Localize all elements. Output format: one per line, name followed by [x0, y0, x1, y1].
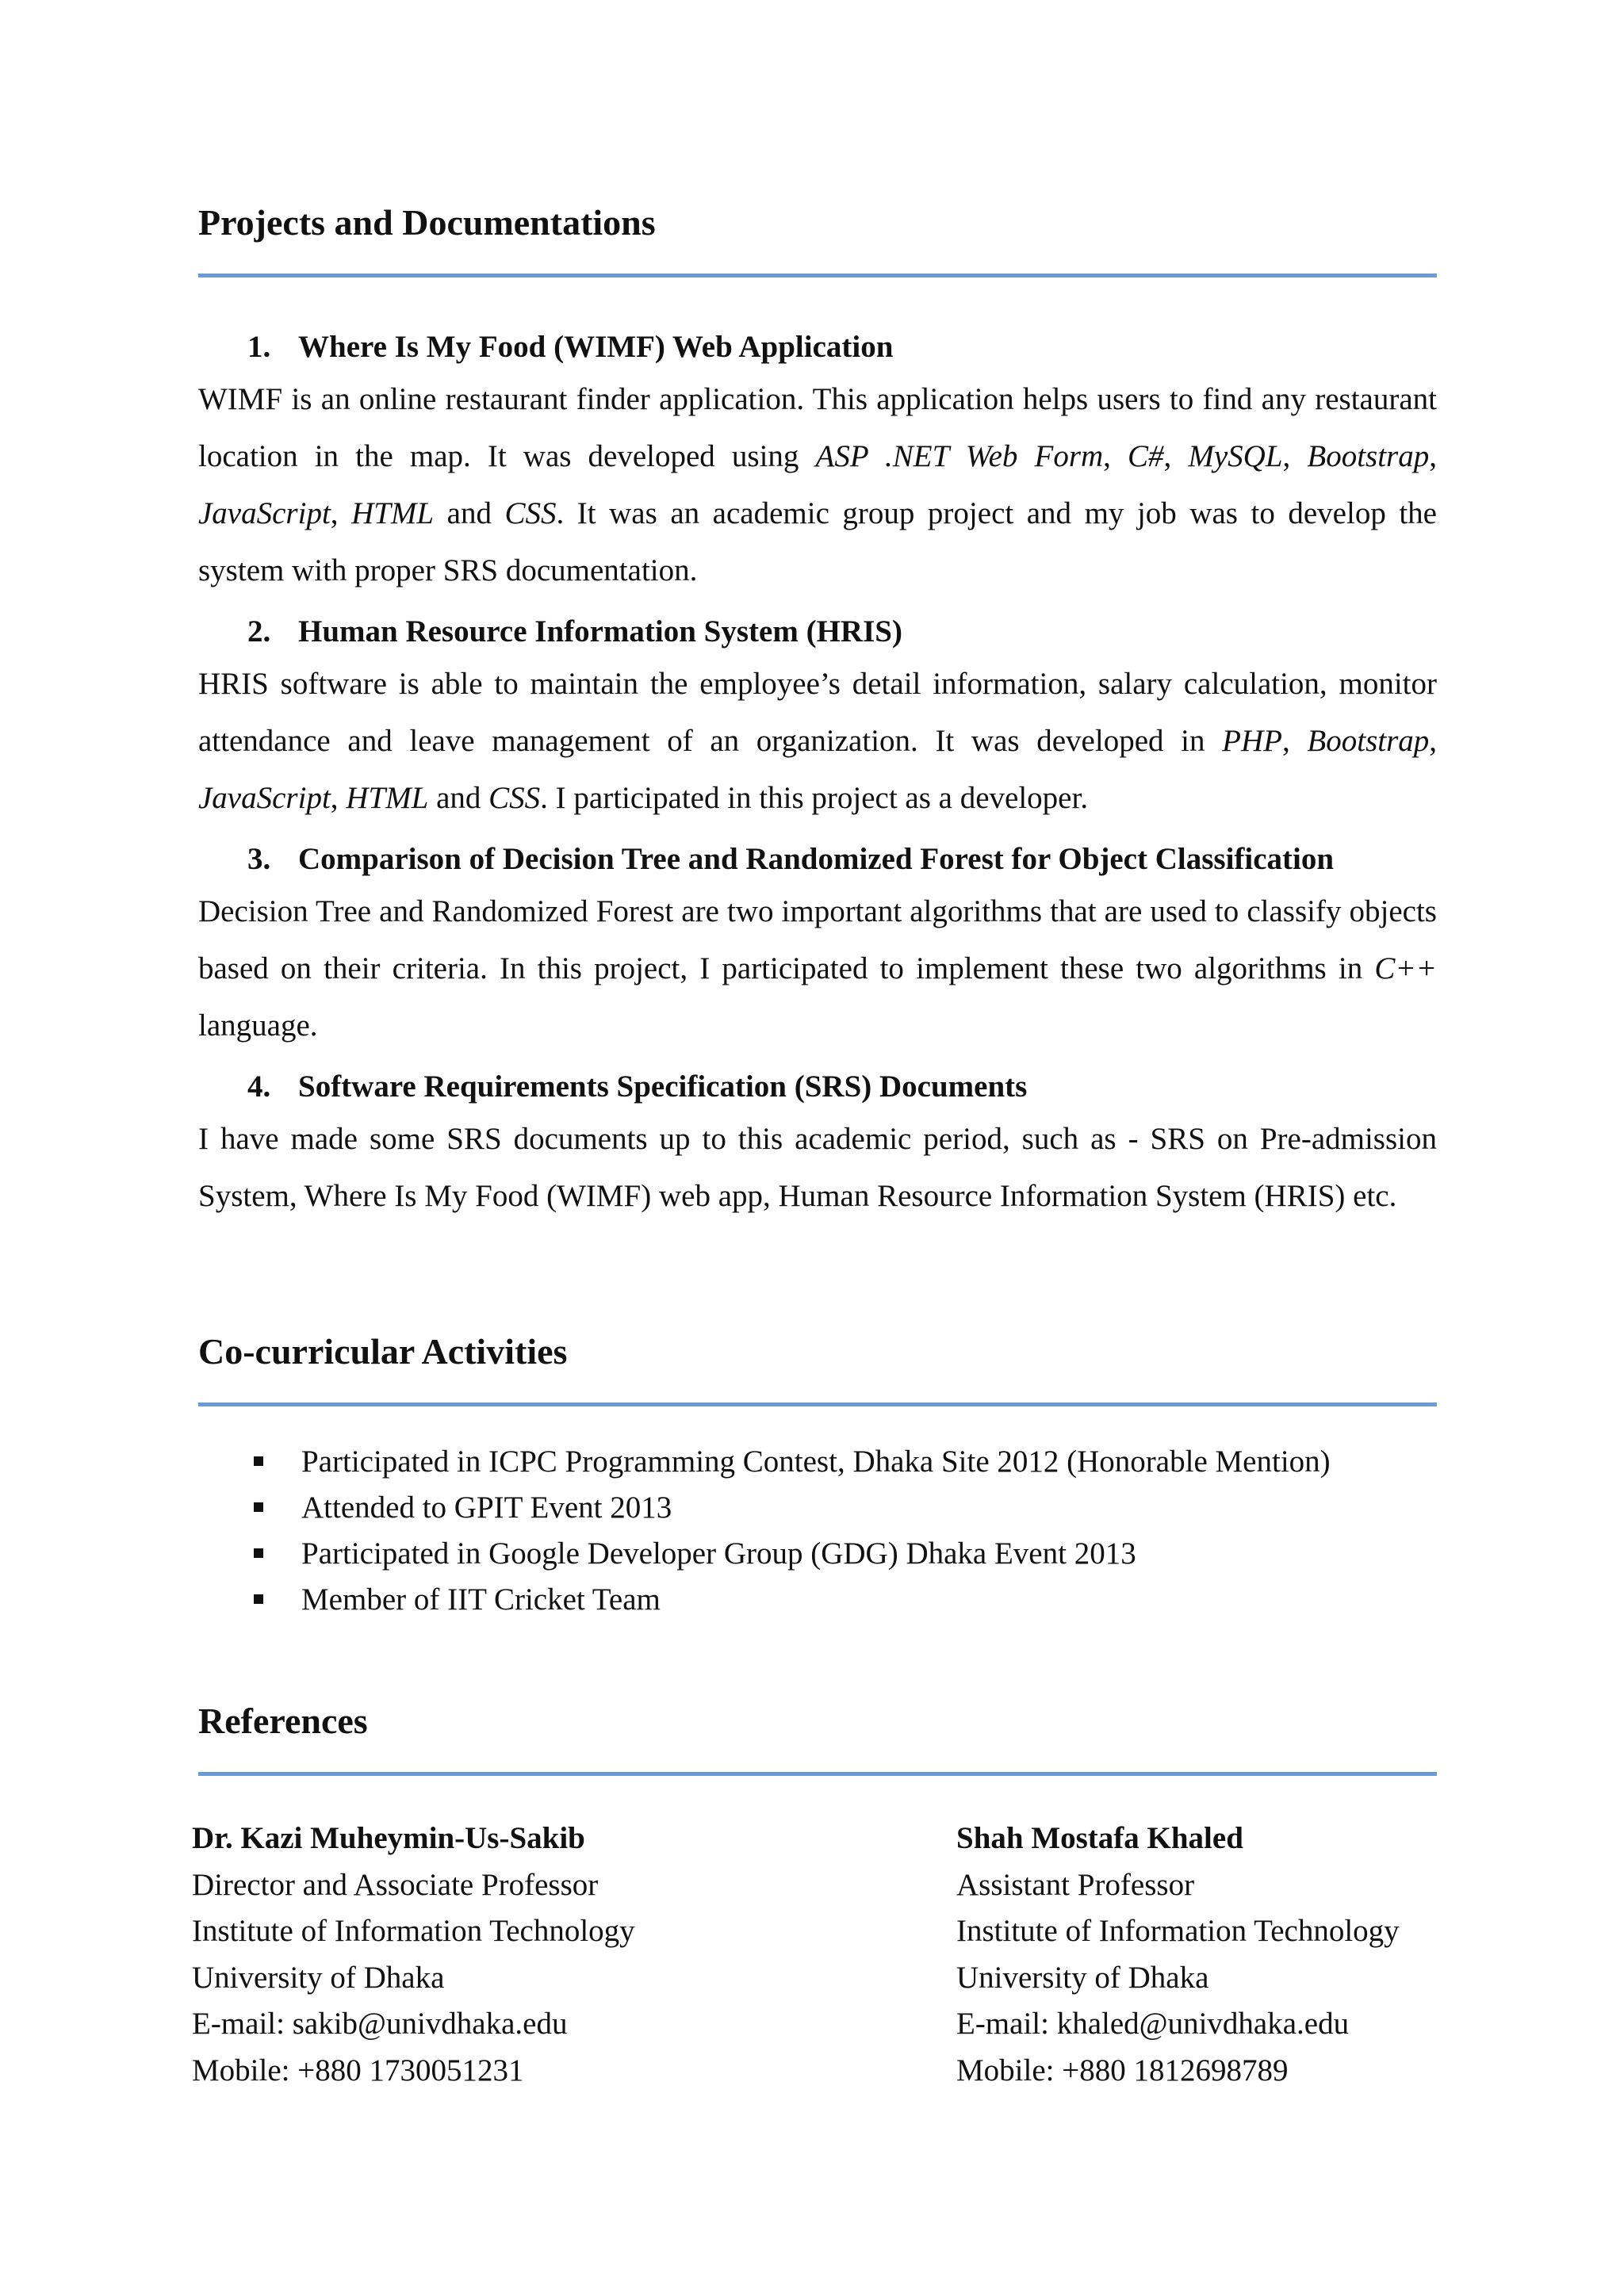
- list-item: [254, 1577, 1331, 1623]
- description-text: Decision Tree and Randomized Forest are two important algorithms that are used to classify objects based on their criteria. In this project, I participated to implement these two algorithms in: [198, 894, 1437, 985]
- description-text: . It was an academic group project and my job was to develop the system with proper SRS documentation.: [198, 496, 1437, 587]
- reference-name: Shah Mostafa Khaled: [956, 1821, 1243, 1855]
- square-bullet-icon: [254, 1502, 263, 1512]
- reference-mobile: Mobile: +880 1730051231: [192, 2053, 524, 2087]
- description-text: ,: [1282, 439, 1308, 473]
- project-1-description: [198, 371, 1437, 599]
- description-text: and: [428, 781, 489, 815]
- list-item: [254, 1439, 1331, 1485]
- references-section-divider: [198, 1772, 1437, 1776]
- reference-email: E-mail: sakib@univdhaka.edu: [192, 2007, 568, 2041]
- project-3-title: Comparison of Decision Tree and Randomized Forest for Object Classification: [298, 842, 1335, 876]
- projects-section-divider: [198, 274, 1437, 277]
- technology-term: PHP: [1222, 724, 1282, 758]
- description-text: ,: [1103, 439, 1128, 473]
- list-item-text: Member of IIT Cricket Team: [301, 1582, 661, 1617]
- reference-email: E-mail: khaled@univdhaka.edu: [956, 2007, 1350, 2041]
- projects-section-title: Projects and Documentations: [198, 202, 656, 243]
- technology-term: ASP .NET Web Form: [815, 439, 1104, 473]
- technology-term: JavaScript: [198, 781, 331, 815]
- project-4-number: 4.: [247, 1070, 271, 1104]
- references-section-title: References: [198, 1701, 368, 1741]
- list-item: [254, 1485, 1331, 1531]
- description-text: ,: [1429, 724, 1438, 758]
- description-text: language.: [198, 1008, 318, 1043]
- description-text: ,: [1163, 439, 1189, 473]
- technology-term: C#: [1128, 439, 1164, 473]
- technology-term: C++: [1374, 951, 1437, 985]
- description-text: WIMF is an online restaurant finder application. This application helps users to find any restaurant location in the map. It was developed using: [198, 382, 1437, 473]
- description-text: and: [434, 496, 505, 530]
- reference-mobile: Mobile: +880 1812698789: [956, 2053, 1289, 2087]
- reference-university: University of Dhaka: [192, 1960, 445, 1995]
- description-text: ,: [330, 496, 352, 530]
- square-bullet-icon: [254, 1456, 263, 1466]
- reference-2: [956, 1816, 1400, 2094]
- technology-term: JavaScript: [198, 496, 331, 530]
- technology-term: HTML: [351, 496, 435, 530]
- cocurricular-section-divider: [198, 1402, 1437, 1406]
- technology-term: HTML: [346, 781, 429, 815]
- technology-term: Bootstrap: [1307, 439, 1430, 473]
- technology-term: Bootstrap: [1307, 724, 1430, 758]
- list-item-text: Participated in Google Developer Group (GDG) Dhaka Event 2013: [301, 1536, 1136, 1571]
- description-text: . I participated in this project as a developer.: [540, 781, 1089, 815]
- description-text: HRIS software is able to maintain the employee’s detail information, salary calculation, monitor attendance and leave management of an organization. It was developed in: [198, 667, 1437, 758]
- cocurricular-list: [254, 1439, 1331, 1623]
- reference-institute: Institute of Information Technology: [192, 1914, 635, 1948]
- project-2-number: 2.: [247, 614, 271, 649]
- reference-name: Dr. Kazi Muheymin-Us-Sakib: [192, 1821, 585, 1855]
- cocurricular-section-title: Co-curricular Activities: [198, 1331, 568, 1372]
- project-4-title: Software Requirements Specification (SRS) Documents: [298, 1070, 1028, 1104]
- list-item: [254, 1531, 1331, 1577]
- project-4-description: [198, 1111, 1437, 1225]
- technology-term: CSS: [504, 496, 557, 530]
- square-bullet-icon: [254, 1548, 263, 1558]
- project-3-description: [198, 883, 1437, 1054]
- project-1-number: 1.: [247, 330, 271, 364]
- technology-term: MySQL: [1188, 439, 1283, 473]
- reference-position: Assistant Professor: [956, 1867, 1195, 1902]
- description-text: ,: [330, 781, 347, 815]
- project-4-heading: [247, 1071, 1027, 1102]
- technology-term: CSS: [488, 781, 541, 815]
- project-2-title: Human Resource Information System (HRIS): [298, 614, 902, 649]
- project-2-description: [198, 656, 1437, 827]
- project-1-heading: [247, 331, 893, 362]
- reference-position: Director and Associate Professor: [192, 1867, 599, 1902]
- description-text: I have made some SRS documents up to this academic period, such as - SRS on Pre-admission System, Where Is My Food (WIMF) web app, Human Resource Information System (HRIS) etc.: [198, 1122, 1437, 1213]
- reference-institute: Institute of Information Technology: [956, 1914, 1400, 1948]
- description-text: ,: [1281, 724, 1308, 758]
- square-bullet-icon: [254, 1594, 263, 1604]
- project-2-heading: [247, 616, 902, 647]
- reference-1: [192, 1816, 635, 2094]
- list-item-text: Attended to GPIT Event 2013: [301, 1490, 672, 1525]
- project-3-heading: [247, 844, 1334, 874]
- project-3-number: 3.: [247, 842, 271, 876]
- list-item-text: Participated in ICPC Programming Contest, Dhaka Site 2012 (Honorable Mention): [301, 1445, 1331, 1479]
- reference-university: University of Dhaka: [956, 1960, 1209, 1995]
- project-1-title: Where Is My Food (WIMF) Web Application: [298, 330, 894, 364]
- description-text: ,: [1429, 439, 1437, 473]
